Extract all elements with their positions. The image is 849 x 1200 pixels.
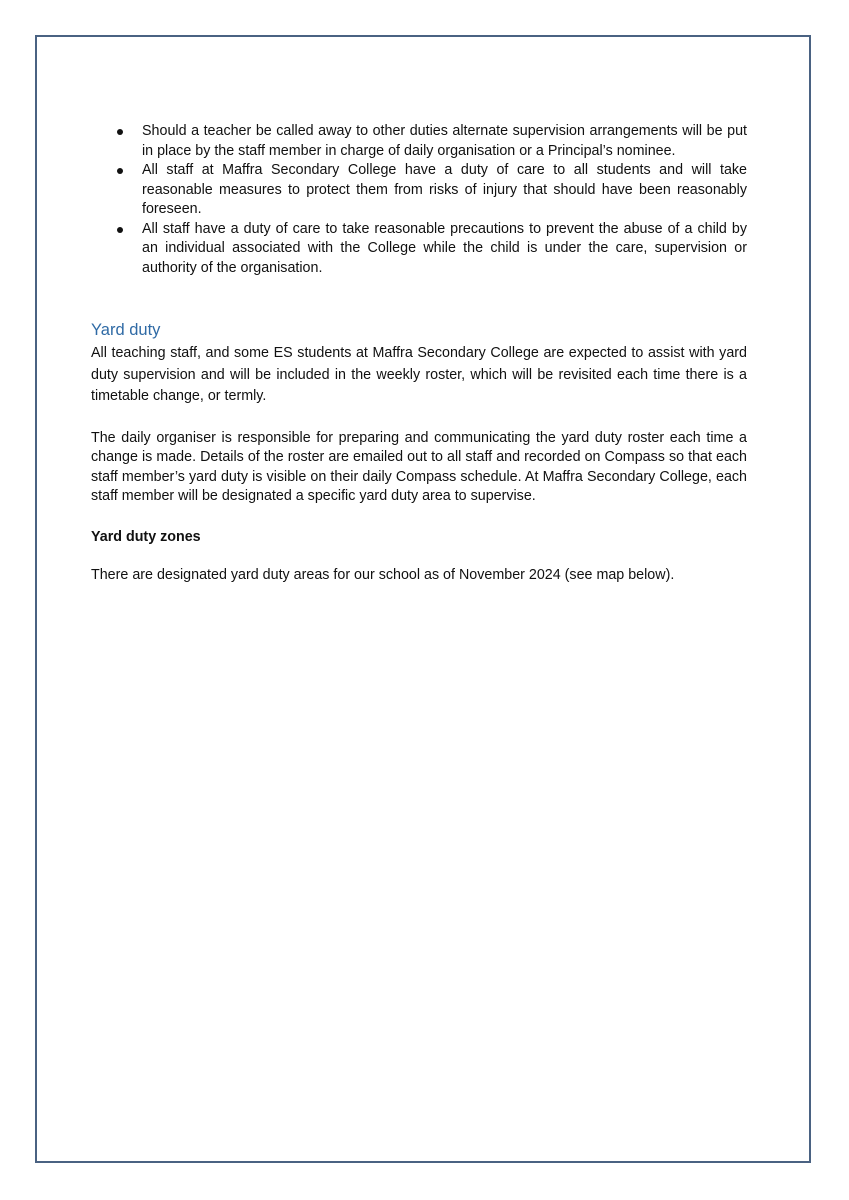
bullet-text: Should a teacher be called away to other duties alternate supervision arrangements will be put in place by the staff member in charge of daily organisation or a Principal’s nominee.: [142, 123, 747, 159]
document-body: [91, 122, 747, 586]
bullet-icon: [117, 227, 123, 233]
bullet-list: [91, 122, 747, 278]
yard-duty-zones-heading: Yard duty zones: [91, 528, 201, 545]
list-item: [91, 122, 747, 161]
bullet-icon: [117, 129, 123, 135]
bullet-icon: [117, 168, 123, 174]
yard-duty-paragraph-2: The daily organiser is responsible for preparing and communicating the yard duty roster each time a change is made. Details of the roster are emailed out to all staff and recorded on Compass so that each staff member’s yard duty is visible on their daily Compass schedule. At Maffra Secondary College, each staff member will be designated a specific yard duty area to supervise.: [91, 429, 747, 504]
yard-duty-paragraph-1: All teaching staff, and some ES students at Maffra Secondary College are expected to assist with yard duty supervision and will be included in the weekly roster, which will be revisited each time there is a timetable change, or termly.: [91, 345, 747, 404]
list-item: [91, 161, 747, 220]
bullet-text: All staff have a duty of care to take reasonable precautions to prevent the abuse of a child by an individual associated with the College while the child is under the care, supervision or authority of the organisation.: [142, 220, 747, 276]
section-heading-yard-duty: Yard duty: [91, 321, 161, 339]
list-item: [91, 220, 747, 279]
bullet-text: All staff at Maffra Secondary College have a duty of care to all students and will take reasonable measures to protect them from risks of injury that should have been reasonably foreseen.: [142, 162, 747, 217]
yard-duty-zones-text: There are designated yard duty areas for our school as of November 2024 (see map below).: [91, 567, 675, 583]
